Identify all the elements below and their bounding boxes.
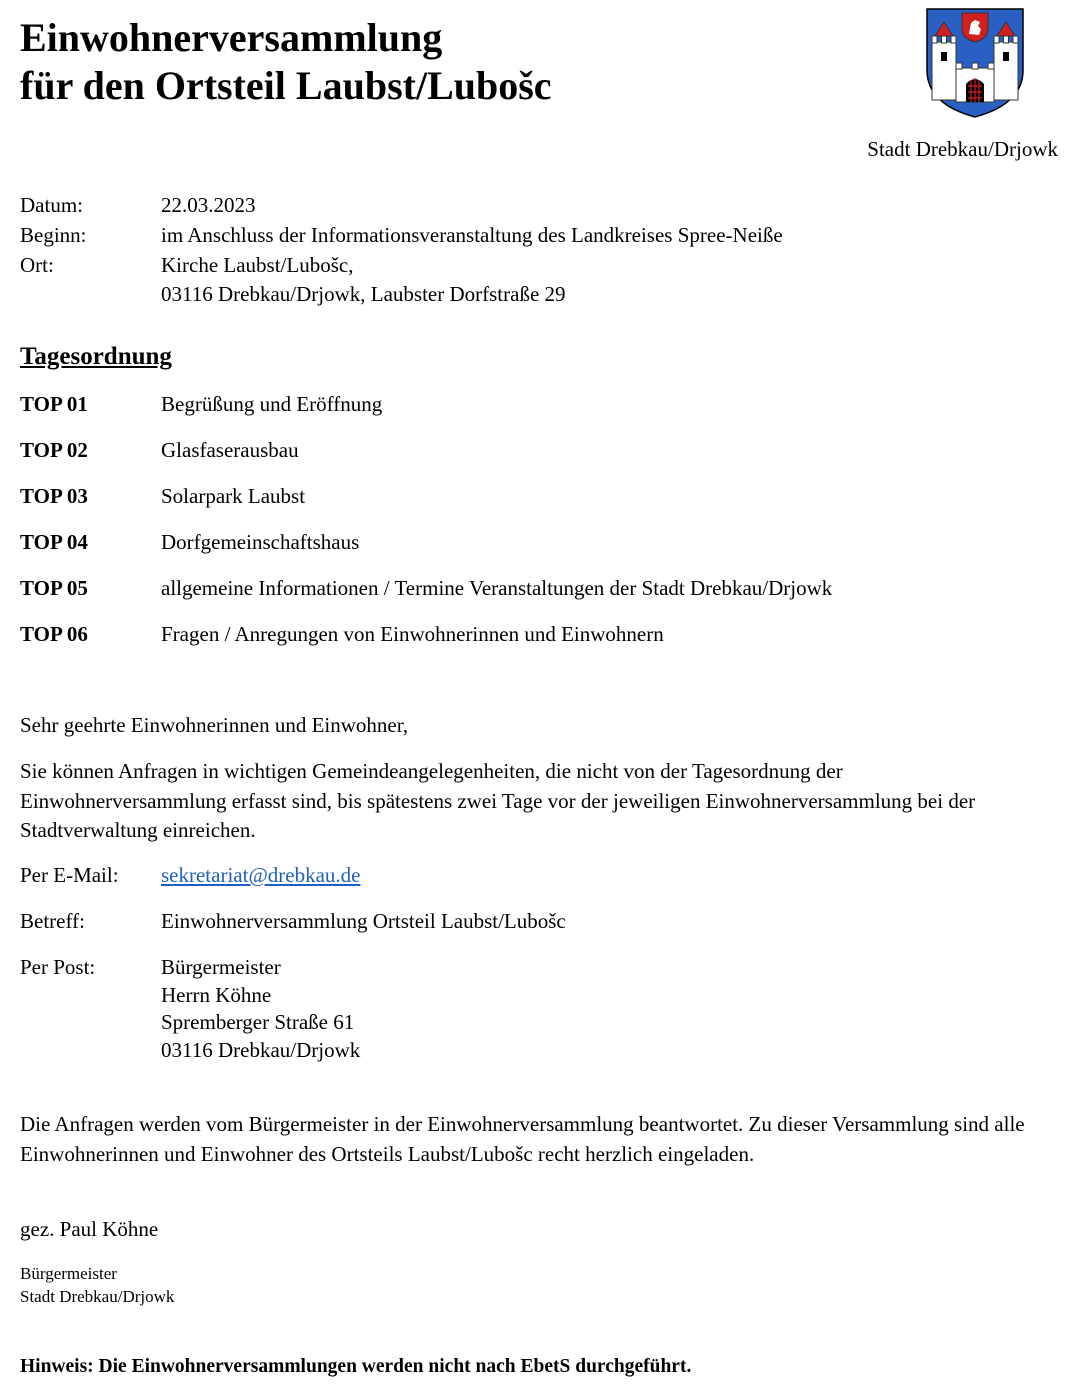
agenda-item-number: TOP 02 bbox=[20, 438, 88, 462]
post-address-line: Bürgermeister bbox=[161, 955, 281, 979]
place-label: Ort: bbox=[20, 253, 54, 277]
note: Hinweis: Die Einwohnerversammlungen werden nicht nach EbetS durchgeführt. bbox=[20, 1356, 692, 1377]
signer-office: Stadt Drebkau/Drjowk bbox=[20, 1287, 175, 1306]
agenda-item-number: TOP 06 bbox=[20, 622, 88, 646]
signature: gez. Paul Köhne bbox=[20, 1217, 159, 1241]
agenda-item-text: Begrüßung und Eröffnung bbox=[161, 392, 383, 416]
title-line-2: für den Ortsteil Laubst/Lubošc bbox=[20, 63, 552, 108]
subject-value: Einwohnerversammlung Ortsteil Laubst/Lubošc bbox=[161, 909, 566, 933]
date-value: 22.03.2023 bbox=[161, 193, 256, 217]
issuer-city: Stadt Drebkau/Drjowk bbox=[867, 137, 1058, 161]
agenda-item-text: allgemeine Informationen / Termine Veranstaltungen der Stadt Drebkau/Drjowk bbox=[161, 576, 833, 600]
agenda-item-number: TOP 03 bbox=[20, 484, 88, 508]
agenda-heading: Tagesordnung bbox=[20, 343, 172, 370]
agenda-item-text: Dorfgemeinschaftshaus bbox=[161, 530, 360, 554]
subject-label: Betreff: bbox=[20, 909, 85, 933]
place-line-2: 03116 Drebkau/Drjowk, Laubster Dorfstraße 29 bbox=[161, 282, 566, 306]
email-label: Per E-Mail: bbox=[20, 863, 119, 887]
post-address-line: 03116 Drebkau/Drjowk bbox=[161, 1037, 361, 1062]
document-title bbox=[20, 14, 552, 110]
agenda-item-number: TOP 05 bbox=[20, 576, 88, 600]
agenda-item-number: TOP 04 bbox=[20, 530, 88, 554]
start-value: im Anschluss der Informationsveranstaltung des Landkreises Spree-Neiße bbox=[161, 223, 783, 247]
start-label: Beginn: bbox=[20, 223, 87, 247]
date-label: Datum: bbox=[20, 193, 83, 217]
closing-paragraph: Die Anfragen werden vom Bürgermeister in der Einwohnerversammlung beantwortet. Zu dieser Versammlung sind alle Einwohnerinnen und Einwohner des Ortsteils Laubst/Lubošc recht herzlich eingeladen. bbox=[20, 1112, 1025, 1166]
agenda-item-text: Solarpark Laubst bbox=[161, 484, 306, 508]
post-label: Per Post: bbox=[20, 955, 96, 979]
agenda-item-text: Fragen / Anregungen von Einwohnerinnen und Einwohnern bbox=[161, 622, 664, 646]
city-coat-of-arms-icon bbox=[926, 8, 1024, 118]
signer-role: Bürgermeister bbox=[20, 1264, 117, 1283]
post-address-line: Herrn Köhne bbox=[161, 982, 272, 1007]
agenda-item-number: TOP 01 bbox=[20, 392, 88, 416]
agenda-item-text: Glasfaserausbau bbox=[161, 438, 299, 462]
email-link[interactable]: sekretariat@drebkau.de bbox=[161, 863, 361, 887]
request-paragraph: Sie können Anfragen in wichtigen Gemeindeangelegenheiten, die nicht von der Tagesordnung der Einwohnerversammlung erfasst sind, bis spätestens zwei Tage vor der jeweiligen Einwohnerversammlung bei der Stadtverwaltung einreichen. bbox=[20, 759, 976, 842]
title-line-1: Einwohnerversammlung bbox=[20, 15, 443, 60]
post-address bbox=[161, 954, 360, 1064]
place-line-1: Kirche Laubst/Lubošc, bbox=[161, 253, 354, 277]
post-address-line: Spremberger Straße 61 bbox=[161, 1010, 355, 1034]
greeting: Sehr geehrte Einwohnerinnen und Einwohner, bbox=[20, 713, 409, 737]
